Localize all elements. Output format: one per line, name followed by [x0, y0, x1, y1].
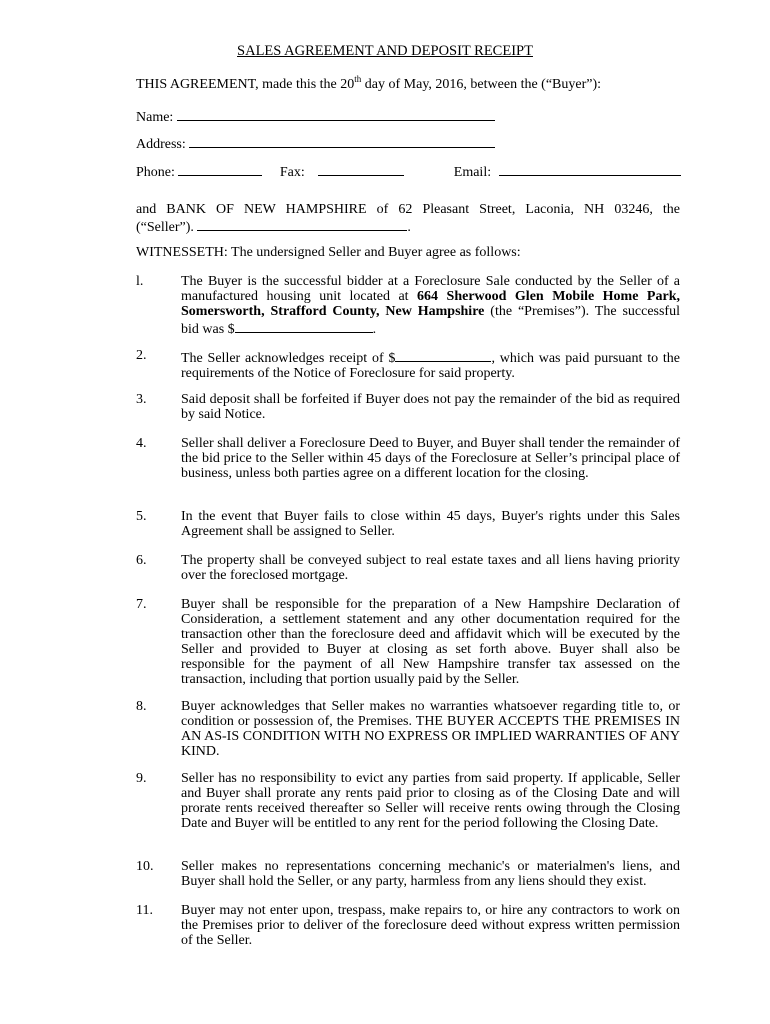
fax-label: Fax: [279, 165, 305, 180]
item-number: 7. [136, 597, 147, 612]
document-title: SALES AGREEMENT AND DEPOSIT RECEIPT [237, 43, 533, 59]
item-text: Said deposit shall be forfeited if Buyer does not pay the remainder of the bid as required by said Notice. [181, 392, 680, 422]
item-number: 6. [136, 553, 147, 568]
email-field[interactable] [499, 162, 681, 176]
item-text: In the event that Buyer fails to close within 45 days, Buyer's rights under this Sales Agreement shall be assigned to Seller. [181, 509, 680, 539]
item-number: 3. [136, 392, 147, 407]
email-label: Email: [453, 165, 492, 180]
name-label: Name: [136, 110, 174, 125]
seller-line-1: and BANK OF NEW HAMPSHIRE of 62 Pleasant Street, Laconia, NH 03246, the [136, 202, 680, 217]
item-number: 4. [136, 436, 147, 451]
item-text: The property shall be conveyed subject to real estate taxes and all liens having priority over the foreclosed mortgage. [181, 553, 680, 583]
name-row [136, 107, 495, 125]
item-number: 11. [136, 903, 153, 918]
deposit-amount-field[interactable] [395, 348, 491, 362]
address-row [136, 134, 495, 152]
name-field[interactable] [177, 107, 495, 121]
item-number: 5. [136, 509, 147, 524]
item-number: 9. [136, 771, 147, 786]
item-text: The Seller acknowledges receipt of $ , which was paid pursuant to the requirements of the Notice of Foreclosure for said property. [181, 348, 680, 381]
address-label: Address: [136, 137, 186, 152]
seller-paragraph [136, 202, 680, 235]
item-text: Buyer may not enter upon, trespass, make repairs to, or hire any contractors to work on the Premises prior to deliver of the foreclosure deed without express written permission of the Seller. [181, 903, 680, 948]
seller-line-2: (“Seller”). . [136, 217, 680, 235]
item-text: Buyer shall be responsible for the preparation of a New Hampshire Declaration of Consideration, a settlement statement and any other documentation required for the transaction other than the foreclosure deed and affidavit which will be executed by the Seller and provided to Buyer at closing as set forth above. Buyer shall also be responsible for the payment of all New Hampshire transfer tax assessed on the transaction, including that portion usually paid by the Seller. [181, 597, 680, 687]
agreement-intro: THIS AGREEMENT, made this the 20th day of May, 2016, between the (“Buyer”): [136, 74, 602, 92]
item-number: 8. [136, 699, 147, 714]
item-number: 2. [136, 348, 147, 363]
item-number: l. [136, 274, 144, 289]
contact-row [136, 162, 696, 180]
item-text: Seller has no responsibility to evict any parties from said property. If applicable, Seller and Buyer shall prorate any rents paid prior to closing as of the Closing Date and will prorate rents received thereafter so Seller will receive rents owing through the Closing Date and Buyer will be entitled to any rent for the period following the Closing Date. [181, 771, 680, 831]
item-text: The Buyer is the successful bidder at a Foreclosure Sale conducted by the Seller of a manufactured housing unit located at 664 Sherwood Glen Mobile Home Park, Somersworth, Strafford County, New Hampshire (the “Premises”). The successful bid was $ . [181, 274, 680, 337]
fax-field[interactable] [318, 162, 404, 176]
item-text: Buyer acknowledges that Seller makes no warranties whatsoever regarding title to, or condition or possession of, the Premises. THE BUYER ACCEPTS THE PREMISES IN AN AS-IS CONDITION WITH NO EXPRESS OR IMPLIED WARRANTIES OF ANY KIND. [181, 699, 680, 759]
witnesseth: WITNESSETH: The undersigned Seller and Buyer agree as follows: [136, 245, 521, 260]
item-number: 10. [136, 859, 154, 874]
phone-field[interactable] [178, 162, 262, 176]
item-text: Seller makes no representations concerning mechanic's or materialmen's liens, and Buyer shall hold the Seller, or any party, harmless from any liens should they exist. [181, 859, 680, 889]
item-text: Seller shall deliver a Foreclosure Deed to Buyer, and Buyer shall tender the remainder of the bid price to the Seller within 45 days of the Foreclosure at Seller’s principal place of business, unless both parties agree on a different location for the closing. [181, 436, 680, 481]
phone-label: Phone: [136, 165, 175, 180]
bid-amount-field[interactable] [235, 319, 373, 333]
seller-blank[interactable] [197, 217, 407, 231]
address-field[interactable] [189, 134, 495, 148]
